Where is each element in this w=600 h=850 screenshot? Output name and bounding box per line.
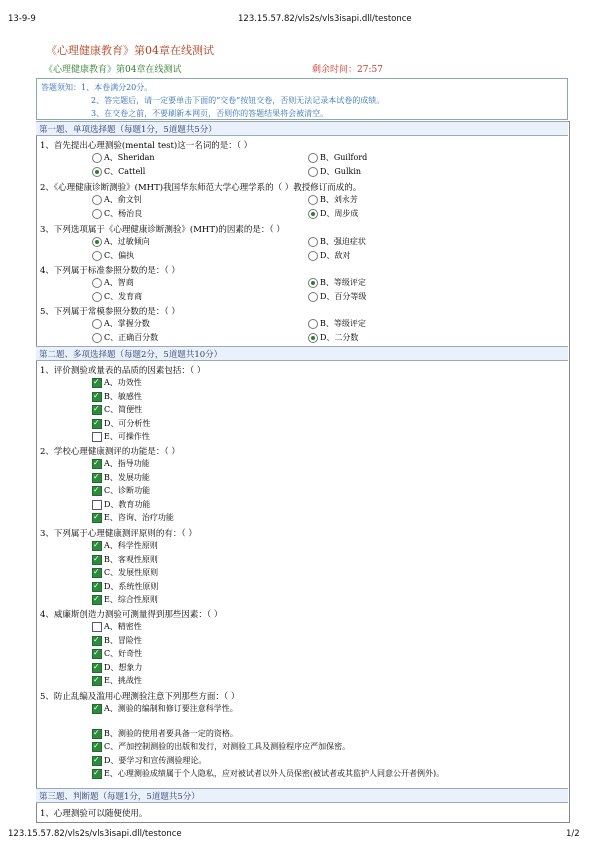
option-label: B、冒险性 [104,635,142,645]
option-label: A、Sheridan [104,153,155,162]
option-label: D、二分数 [320,333,359,342]
option-label: A、测验的编制和修订要注意科学性。 [104,704,238,713]
option-label: C、发育商 [104,292,143,301]
radio-option[interactable] [308,194,358,206]
radio-option[interactable] [308,318,366,330]
checkbox[interactable] [92,405,102,415]
section-title: 第二题、多项选择题（每题2分，5道题共10分） [39,350,223,360]
checkbox[interactable] [92,582,102,592]
checkbox[interactable] [92,473,102,483]
option-label: B、客观性原则 [104,554,158,564]
option-label: C、严加控制测验的出版和发行，对测验工具及测验程序应严加保密。 [104,742,351,751]
option-label: D、周步成 [320,209,359,218]
checkbox-option[interactable] [92,458,150,470]
option-label: C、发展性原则 [104,568,159,577]
radio-option[interactable] [92,318,150,330]
option-label: D、可分析性 [104,418,151,428]
option-label: E、挑战性 [104,676,142,685]
option-label: C、正确百分数 [104,333,159,342]
option-label: A、掌握分数 [104,319,150,328]
radio-button[interactable] [92,209,102,219]
checkbox-option[interactable] [92,391,142,403]
checkbox-option[interactable] [92,485,150,497]
option-label: A、智商 [104,278,134,287]
question-text: 5、下列属于常模参照分数的是：（ ） [40,307,180,317]
notice-line-1: 答题须知：1、本卷满分20分。 [41,83,153,92]
radio-option[interactable] [308,152,367,164]
radio-option[interactable] [92,332,158,344]
question-text: 3、下列属于心理健康测评原则的有：（ ） [40,529,197,539]
option-label: E、综合性原则 [104,595,158,604]
radio-button[interactable] [92,167,102,177]
radio-button[interactable] [92,195,102,205]
radio-option[interactable] [92,291,142,303]
radio-button[interactable] [308,251,318,261]
section-title: 第一题、单项选择题（每题1分，5道题共5分） [39,125,217,135]
question-text: 4、下列属于标准参照分数的是：（ ） [40,266,180,276]
option-label: B、等级评定 [320,319,366,328]
checkbox[interactable] [92,742,102,752]
checkbox-option[interactable] [92,675,142,687]
checkbox[interactable] [92,649,102,659]
checkbox[interactable] [92,756,102,766]
notice-line-2: 2、答完题后，请一定要单击下面的“交卷”按钮交卷，否则无法记录本试卷的成绩。 [91,96,385,105]
question-text: 1、评价测验或量表的品质的因素包括：（ ） [40,366,206,376]
radio-button[interactable] [92,153,102,163]
question-text: 2、学校心理健康测评的功能是：（ ） [40,447,180,457]
option-label: C、杨治良 [104,209,143,218]
checkbox-option[interactable] [92,621,142,633]
exam-title: 《心理健康教育》第04章在线测试 [46,44,214,57]
checkbox[interactable] [92,555,102,565]
checkbox-option[interactable] [92,768,444,780]
radio-button[interactable] [308,237,318,247]
radio-option[interactable] [92,277,134,289]
option-label: B、刘永芳 [320,195,358,204]
radio-button[interactable] [308,209,318,219]
question-text: 5、防止乱编及滥用心理测验注意下列那些方面：（ ） [40,692,240,702]
exam-subbar [36,60,568,74]
checkbox[interactable] [92,541,102,551]
checkbox[interactable] [92,432,102,442]
option-label: A、精密性 [104,622,142,631]
radio-button[interactable] [308,333,318,343]
checkbox[interactable] [92,459,102,469]
option-label: D、敌对 [320,251,351,260]
checkbox[interactable] [92,392,102,402]
print-url-bottom: 123.15.57.82/vls2s/vls3isapi.dll/testonce [8,829,182,839]
option-label: E、心理测验成绩属于个人隐私，应对被试者以外人员保密(被试者或其监护人同意公开者例外)。 [104,769,445,778]
radio-option[interactable] [92,250,134,262]
checkbox-option[interactable] [92,377,142,389]
option-label: B、等级评定 [320,278,366,287]
radio-button[interactable] [308,292,318,302]
checkbox[interactable] [92,500,102,510]
section-header [36,121,568,136]
checkbox-option[interactable] [92,728,238,740]
checkbox-option[interactable] [92,594,158,606]
print-url-top: 123.15.57.82/vls2s/vls3isapi.dll/testonce [238,14,412,24]
option-label: D、系统性原则 [104,581,159,591]
section-header [36,346,568,361]
option-label: C、简便性 [104,405,143,414]
checkbox-option[interactable] [92,499,150,511]
question-text: 2、《心理健康诊断测验》(MHT)我国华东师范大学心理学系的（ ）教授修订而成的。 [40,183,362,193]
checkbox[interactable] [92,513,102,523]
section-title: 第三题、判断题（每题1分，5道题共5分） [39,792,200,802]
radio-button[interactable] [308,167,318,177]
option-label: B、发展功能 [104,472,150,482]
checkbox[interactable] [92,378,102,388]
exam-subtitle: 《心理健康教育》第04章在线测试 [44,65,182,75]
question-text: 1、心理测验可以随便使用。 [40,809,148,819]
checkbox[interactable] [92,595,102,605]
radio-option[interactable] [308,236,366,248]
checkbox[interactable] [92,636,102,646]
option-label: C、好奇性 [104,649,143,658]
radio-button[interactable] [308,153,318,163]
checkbox-option[interactable] [92,554,158,566]
checkbox[interactable] [92,729,102,739]
option-label: D、百分等级 [320,292,367,301]
option-label: B、强迫症状 [320,237,366,246]
checkbox-option[interactable] [92,648,142,660]
option-label: D、Gulkin [320,167,362,176]
option-label: C、Cattell [104,167,146,176]
radio-button[interactable] [92,278,102,288]
checkbox-option[interactable] [92,404,142,416]
option-label: A、科学性原则 [104,541,158,550]
radio-option[interactable] [308,166,361,178]
checkbox-option[interactable] [92,512,174,524]
radio-option[interactable] [308,208,358,220]
radio-option[interactable] [308,250,350,262]
checkbox-option[interactable] [92,581,158,593]
option-label: C、偏执 [104,251,135,260]
checkbox-option[interactable] [92,662,142,674]
time-remaining: 剩余时间：27:57 [312,65,383,75]
option-label: A、指导功能 [104,459,150,468]
option-label: D、想象力 [104,662,143,672]
option-label: B、测验的使用者要具备一定的资格。 [104,728,238,738]
radio-option[interactable] [308,291,366,303]
radio-option[interactable] [92,152,155,164]
option-label: A、过敏倾向 [104,237,150,246]
checkbox-option[interactable] [92,418,150,430]
option-label: D、要学习和宣传测验理论。 [104,755,207,765]
exam-notice [36,78,568,120]
checkbox-option[interactable] [92,540,158,552]
option-label: B、敏感性 [104,391,142,401]
option-label: E、可操作性 [104,432,150,441]
radio-option[interactable] [92,208,142,220]
checkbox[interactable] [92,663,102,673]
option-label: D、教育功能 [104,499,151,509]
option-label: A、功效性 [104,378,142,387]
question-text: 1、首先提出心理测验(mental test)这一名词的是：（ ） [40,141,253,151]
checkbox-option[interactable] [92,755,206,767]
radio-button[interactable] [308,319,318,329]
notice-line-3: 3、在交卷之前，不要刷新本网页，否则你的答题结果将会被清空。 [91,109,329,118]
checkbox-option[interactable] [92,567,158,579]
print-date: 13-9-9 [8,14,36,24]
radio-option[interactable] [92,194,142,206]
checkbox-option[interactable] [92,703,238,715]
radio-button[interactable] [308,278,318,288]
radio-button[interactable] [92,237,102,247]
radio-button[interactable] [92,292,102,302]
radio-button[interactable] [308,195,318,205]
checkbox[interactable] [92,419,102,429]
radio-option[interactable] [92,166,145,178]
question-text: 3、下列选项属于《心理健康诊断测验》(MHT)的因素的是：（ ） [40,225,285,235]
checkbox[interactable] [92,568,102,578]
radio-button[interactable] [92,251,102,261]
checkbox[interactable] [92,704,102,714]
option-label: C、诊断功能 [104,486,151,495]
radio-button[interactable] [92,333,102,343]
checkbox[interactable] [92,769,102,779]
option-label: A、俞文钊 [104,195,142,204]
radio-button[interactable] [92,319,102,329]
checkbox-option[interactable] [92,635,142,647]
checkbox[interactable] [92,486,102,496]
checkbox[interactable] [92,622,102,632]
section-header [36,788,568,803]
option-label: B、Guilford [320,153,368,162]
radio-option[interactable] [308,332,358,344]
checkbox[interactable] [92,676,102,686]
option-label: E、咨询、治疗功能 [104,513,174,522]
checkbox-option[interactable] [92,431,150,443]
checkbox-option[interactable] [92,741,350,753]
radio-option[interactable] [308,277,366,289]
question-text: 4、威廉斯创造力测验可测量得到那些因素：（ ） [40,610,223,620]
checkbox-option[interactable] [92,472,150,484]
print-page-number: 1/2 [566,829,580,839]
radio-option[interactable] [92,236,150,248]
